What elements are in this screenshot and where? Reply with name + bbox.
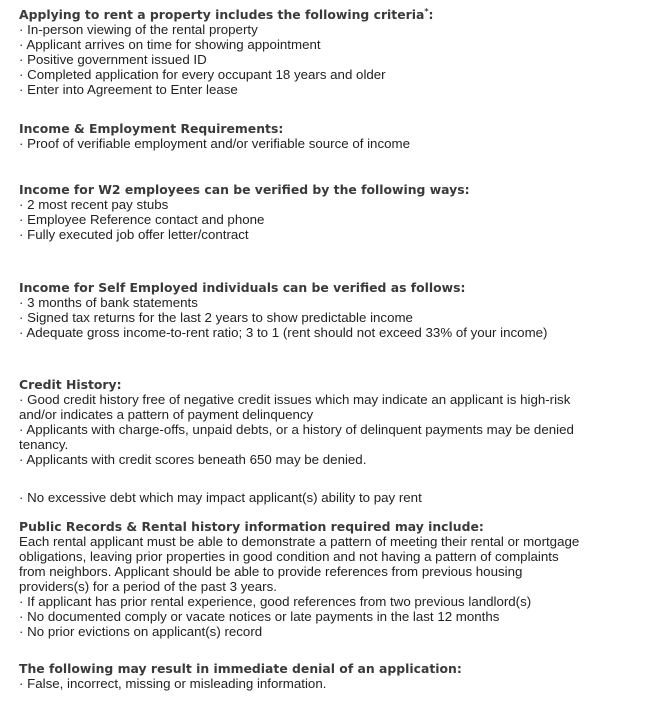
self-employed-item: · Signed tax returns for the last 2 years to show predictable income <box>19 310 413 325</box>
criteria-item: · Completed application for every occupant 18 years and older <box>19 67 386 82</box>
criteria-item: · In-person viewing of the rental property <box>19 22 258 37</box>
criteria-section <box>19 7 644 97</box>
credit-history-section <box>19 377 644 505</box>
criteria-heading-asterisk: * <box>424 6 429 16</box>
credit-history-item-continuation: tenancy. <box>19 437 69 452</box>
public-records-item: · If applicant has prior rental experience, good references from two previous landlord(s) <box>19 594 532 609</box>
credit-history-heading: Credit History: <box>19 377 122 392</box>
public-records-paragraph-line: Each rental applicant must be able to demonstrate a pattern of meeting their rental or mortgage <box>19 534 580 549</box>
w2-item: · 2 most recent pay stubs <box>19 197 169 212</box>
public-records-item: · No prior evictions on applicant(s) record <box>19 624 263 639</box>
credit-history-extra-item: · No excessive debt which may impact applicant(s) ability to pay rent <box>19 490 422 505</box>
self-employed-section <box>19 280 644 340</box>
credit-history-item: · Good credit history free of negative credit issues which may indicate an applicant is high-risk <box>19 392 571 407</box>
self-employed-item: · 3 months of bank statements <box>19 295 198 310</box>
credit-history-item: · Applicants with credit scores beneath 650 may be denied. <box>19 452 367 467</box>
self-employed-heading: Income for Self Employed individuals can be verified as follows: <box>19 280 466 295</box>
w2-heading: Income for W2 employees can be verified by the following ways: <box>19 182 470 197</box>
income-employment-item: · Proof of verifiable employment and/or verifiable source of income <box>19 136 410 151</box>
public-records-section <box>19 519 644 639</box>
w2-section <box>19 182 644 242</box>
denial-item: · False, incorrect, missing or misleading information. <box>19 676 327 691</box>
criteria-item: · Positive government issued ID <box>19 52 207 67</box>
criteria-heading <box>19 7 644 22</box>
criteria-heading-colon: : <box>428 7 434 22</box>
w2-item: · Employee Reference contact and phone <box>19 212 265 227</box>
criteria-item: · Enter into Agreement to Enter lease <box>19 82 238 97</box>
rental-criteria-document <box>19 7 644 691</box>
denial-section <box>19 661 644 691</box>
public-records-paragraph-line: from neighbors. Applicant should be able to provide references from previous housing <box>19 564 523 579</box>
credit-history-item: · Applicants with charge-offs, unpaid debts, or a history of delinquent payments may be denied <box>19 422 574 437</box>
public-records-paragraph-line: obligations, leaving prior properties in good condition and not having a pattern of complaints <box>19 549 559 564</box>
public-records-heading: Public Records & Rental history information required may include: <box>19 519 484 534</box>
public-records-paragraph-line: providers(s) for a period of the past 3 years. <box>19 579 277 594</box>
income-employment-section <box>19 121 644 151</box>
income-employment-heading: Income & Employment Requirements: <box>19 121 284 136</box>
self-employed-item: · Adequate gross income-to-rent ratio; 3 to 1 (rent should not exceed 33% of your income) <box>19 325 548 340</box>
public-records-item: · No documented comply or vacate notices or late payments in the last 12 months <box>19 609 500 624</box>
criteria-heading-text: Applying to rent a property includes the following criteria <box>19 7 425 22</box>
w2-item: · Fully executed job offer letter/contract <box>19 227 249 242</box>
criteria-item: · Applicant arrives on time for showing appointment <box>19 37 321 52</box>
denial-heading: The following may result in immediate denial of an application: <box>19 661 462 676</box>
credit-history-item-continuation: and/or indicates a pattern of payment delinquency <box>19 407 314 422</box>
